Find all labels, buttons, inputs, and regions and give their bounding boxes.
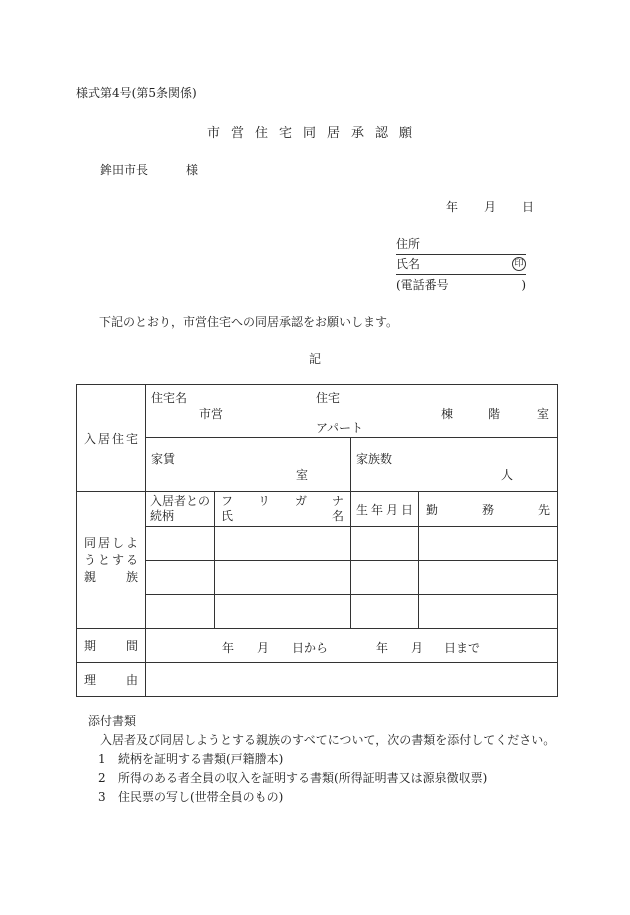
workplace-header: 勤 務 先 xyxy=(426,502,550,517)
reason-label: 理 由 xyxy=(84,673,138,687)
residence-label-cell xyxy=(77,385,146,492)
addressee-honorific: 様 xyxy=(186,163,199,177)
city-run-label: 市営 xyxy=(199,407,224,421)
workplace-input[interactable] xyxy=(419,561,558,595)
name-input[interactable] xyxy=(215,527,351,561)
date-year-label: 年 xyxy=(446,200,459,214)
building-label: 棟 xyxy=(441,407,454,421)
attachments-heading: 添付書類 xyxy=(88,714,137,728)
rent-label: 家賃 xyxy=(151,452,176,466)
addressee xyxy=(100,161,198,178)
relation-header-cell xyxy=(146,492,215,527)
application-table xyxy=(76,384,558,697)
attachment-text: 住民票の写し(世帯全員のもの) xyxy=(118,790,284,804)
birthdate-header-cell xyxy=(351,492,419,527)
date-day-label: 日 xyxy=(522,200,535,214)
attachment-number: 2 xyxy=(98,771,106,785)
relation-input[interactable] xyxy=(146,527,215,561)
room-label: 室 xyxy=(537,407,550,421)
relation-header: 入居者との続柄 xyxy=(150,494,211,523)
person-unit: 人 xyxy=(501,468,514,482)
birthdate-input[interactable] xyxy=(351,595,419,629)
attachments-intro: 入居者及び同居しようとする親族のすべてについて，次の書類を添付してください。 xyxy=(100,733,556,747)
reason-input[interactable] xyxy=(146,663,558,697)
attachment-item xyxy=(88,750,558,769)
relation-input[interactable] xyxy=(146,595,215,629)
period-from-label: 日から xyxy=(292,641,329,655)
name-header: 氏 名 xyxy=(221,509,344,523)
phone-label: (電話番号 xyxy=(396,278,449,292)
period-input[interactable] xyxy=(146,629,558,663)
address-label: 住所 xyxy=(396,237,421,251)
attachments-section xyxy=(88,712,558,807)
birthdate-header: 生 年 月 日 xyxy=(356,502,413,517)
name-input[interactable] xyxy=(215,561,351,595)
seal-mark: 印 xyxy=(512,257,526,271)
period-month-label: 月 xyxy=(257,641,270,655)
period-label-cell xyxy=(77,629,146,663)
furigana-header: フ リ ガ ナ xyxy=(221,494,344,508)
request-text: 下記のとおり，市営住宅への同居承認をお願いします。 xyxy=(99,315,399,329)
family-count-label: 家族数 xyxy=(356,452,393,466)
phone-close: ) xyxy=(521,278,526,292)
rent-cell[interactable] xyxy=(146,438,351,492)
housing-name-label: 住宅名 xyxy=(151,391,188,405)
workplace-header-cell xyxy=(419,492,558,527)
apartment-label: アパート xyxy=(316,421,364,435)
date-month-label: 月 xyxy=(484,200,497,214)
addressee-name: 鉾田市長 xyxy=(100,163,149,177)
attachment-item xyxy=(88,769,558,788)
birthdate-input[interactable] xyxy=(351,527,419,561)
name-header-cell xyxy=(215,492,351,527)
name-input[interactable] xyxy=(215,595,351,629)
relation-input[interactable] xyxy=(146,561,215,595)
workplace-input[interactable] xyxy=(419,527,558,561)
attachment-number: 3 xyxy=(98,790,106,804)
floor-label: 階 xyxy=(488,407,501,421)
ki-heading: 記 xyxy=(308,352,321,366)
page-title: 市営住宅同居承認願 xyxy=(206,126,423,141)
address-field[interactable] xyxy=(396,236,526,255)
housing-label: 住宅 xyxy=(316,391,341,405)
rent-unit: 室 xyxy=(296,468,309,482)
period-until-label: 日まで xyxy=(444,641,481,655)
birthdate-input[interactable] xyxy=(351,561,419,595)
applicant-block xyxy=(396,236,526,294)
residence-label: 入 居 住 宅 xyxy=(84,431,138,446)
attachment-item xyxy=(88,788,558,807)
name-label: 氏名 xyxy=(396,257,421,271)
workplace-input[interactable] xyxy=(419,595,558,629)
family-count-cell[interactable] xyxy=(351,438,558,492)
relatives-label-cell xyxy=(77,492,146,629)
date-field[interactable] xyxy=(446,198,534,215)
period-label: 期 間 xyxy=(84,639,138,653)
period-year-label: 年 xyxy=(222,641,235,655)
phone-field[interactable] xyxy=(396,276,526,294)
attachment-number: 1 xyxy=(98,752,106,766)
period-year2-label: 年 xyxy=(376,641,389,655)
housing-name-cell[interactable] xyxy=(146,385,558,438)
period-month2-label: 月 xyxy=(411,641,424,655)
form-number: 様式第4号(第5条関係) xyxy=(76,86,197,100)
attachment-text: 続柄を証明する書類(戸籍謄本) xyxy=(118,752,284,766)
attachment-text: 所得のある者全員の収入を証明する書類(所得証明書又は源泉徴収票) xyxy=(118,771,488,785)
name-field[interactable] xyxy=(396,256,526,275)
relatives-label: 同居しようとする親族 xyxy=(84,535,138,584)
reason-label-cell xyxy=(77,663,146,697)
